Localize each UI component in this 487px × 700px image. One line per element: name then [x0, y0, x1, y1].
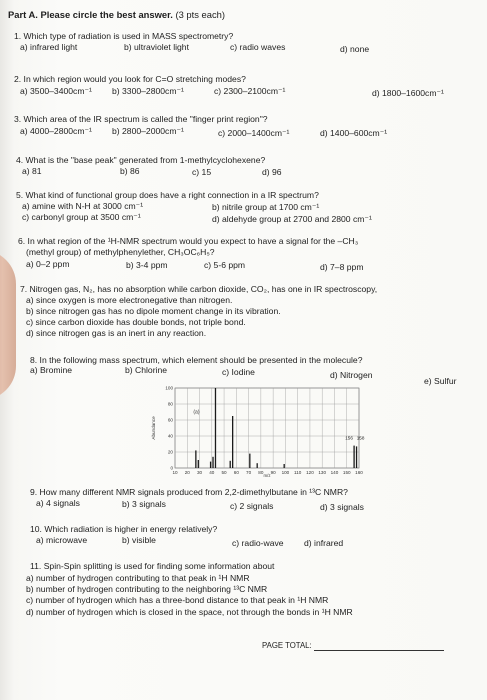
question-3: 3. Which area of the IR spectrum is called the "finger print region"? — [14, 114, 268, 124]
q6-option-b[interactable]: b) 3-4 ppm — [126, 260, 168, 270]
q9-option-b[interactable]: b) 3 signals — [122, 499, 166, 509]
question-6: 6. In what region of the ¹H-NMR spectrum would you expect to have a signal for the –CH₃ — [18, 236, 359, 246]
x-tick-label: 70 — [246, 470, 252, 475]
y-tick-label: 80 — [167, 401, 173, 407]
chart-annotation: (a) — [193, 409, 200, 416]
q4-option-d[interactable]: d) 96 — [262, 167, 282, 177]
x-tick-label: 100 — [281, 470, 290, 475]
q7-option-a[interactable]: a) since oxygen is more electronegative than nitrogen. — [26, 295, 233, 305]
question-7: 7. Nitrogen gas, N₂, has no absorption while carbon dioxide, CO₂, has one in IR spectroscopy, — [20, 284, 378, 294]
q6-option-c[interactable]: c) 5-6 ppm — [204, 260, 246, 270]
q10-option-a[interactable]: a) microwave — [36, 535, 88, 545]
q8-option-c[interactable]: c) Iodine — [222, 367, 255, 377]
q1-option-c[interactable]: c) radio waves — [230, 42, 286, 52]
q2-option-b[interactable]: b) 3300–2800cm⁻¹ — [112, 86, 184, 96]
q1-option-d[interactable]: d) none — [340, 44, 370, 54]
q8-option-b[interactable]: b) Chlorine — [125, 365, 168, 375]
q5-option-c[interactable]: c) carbonyl group at 3500 cm⁻¹ — [22, 212, 141, 222]
x-tick-label: 50 — [221, 470, 227, 475]
q8-option-a[interactable]: a) Bromine — [30, 365, 73, 375]
y-tick-label: 100 — [165, 385, 173, 391]
page-total-label: PAGE TOTAL: — [262, 641, 312, 650]
x-tick-label: 10 — [172, 470, 178, 475]
q2-option-d[interactable]: d) 1800–1600cm⁻¹ — [372, 88, 444, 98]
question-11: 11. Spin-Spin splitting is used for finding some information about — [30, 561, 275, 571]
x-tick-label: 120 — [306, 470, 314, 475]
q3-option-c[interactable]: c) 2000–1400cm⁻¹ — [218, 128, 290, 138]
q11-option-d[interactable]: d) number of hydrogen which is closed in the space, not through the bonds in ¹H NMR — [26, 607, 353, 617]
q5-option-d[interactable]: d) aldehyde group at 2700 and 2800 cm⁻¹ — [212, 214, 372, 224]
q6-option-d[interactable]: d) 7–8 ppm — [320, 262, 364, 272]
q11-option-c[interactable]: c) number of hydrogen which has a three-bond distance to that peak in ¹H NMR — [26, 595, 329, 605]
q3-option-a[interactable]: a) 4000–2800cm⁻¹ — [20, 126, 92, 136]
q3-option-b[interactable]: b) 2800–2000cm⁻¹ — [112, 126, 184, 136]
q4-option-c[interactable]: c) 15 — [192, 167, 212, 177]
q10-option-b[interactable]: b) visible — [122, 535, 156, 545]
q5-option-a[interactable]: a) amine with N-H at 3000 cm⁻¹ — [22, 201, 144, 211]
header-part: Part A. — [8, 9, 38, 20]
question-2: 2. In which region would you look for C=O stretching modes? — [14, 74, 246, 84]
q4-option-b[interactable]: b) 86 — [120, 166, 140, 176]
question-4: 4. What is the "base peak" generated from 1-methylcyclohexene? — [16, 155, 266, 165]
x-tick-label: 30 — [196, 470, 203, 475]
page-total-blank[interactable] — [314, 650, 444, 651]
question-9: 9. How many different NMR signals produced from 2,2-dimethylbutane in ¹³C NMR? — [30, 487, 348, 497]
y-tick-label: 60 — [167, 417, 173, 423]
x-tick-label: 20 — [184, 470, 190, 475]
peak-label: 158 — [356, 435, 365, 441]
q8-option-e[interactable]: e) Sulfur — [424, 376, 457, 386]
q1-option-a[interactable]: a) infrared light — [20, 42, 78, 52]
x-tick-label: 140 — [330, 470, 339, 475]
x-tick-label: 160 — [355, 470, 363, 475]
q9-option-c[interactable]: c) 2 signals — [230, 501, 274, 511]
question-1: 1. Which type of radiation is used in MASS spectrometry? — [14, 31, 234, 41]
q8-option-d[interactable]: d) Nitrogen — [330, 370, 373, 380]
x-tick-label: 60 — [233, 470, 239, 475]
q10-option-c[interactable]: c) radio-wave — [232, 538, 284, 548]
q9-option-d[interactable]: d) 3 signals — [320, 502, 364, 512]
question-8: 8. In the following mass spectrum, which element should be presented in the molecule? — [30, 355, 363, 365]
q7-option-b[interactable]: b) since nitrogen gas has no dipole moment change in its vibration. — [26, 306, 281, 316]
q7-option-d[interactable]: d) since nitrogen gas is an inert in any reaction. — [26, 328, 207, 338]
x-tick-label: 130 — [318, 470, 327, 475]
question-5: 5. What kind of functional group does have a right connection in a IR spectrum? — [16, 190, 319, 200]
y-axis-label: Abundance — [151, 416, 156, 440]
x-tick-label: 90 — [270, 470, 276, 475]
header — [8, 10, 225, 20]
x-tick-label: 80 — [258, 470, 264, 475]
mass-spectrum-chart — [145, 380, 365, 478]
question-10: 10. Which radiation is higher in energy relatively? — [30, 524, 218, 534]
q6-option-a[interactable]: a) 0–2 ppm — [26, 259, 70, 269]
q2-option-c[interactable]: c) 2300–2100cm⁻¹ — [214, 86, 286, 96]
plot-frame — [175, 388, 359, 468]
q7-option-c[interactable]: c) since carbon dioxide has double bonds, not triple bond. — [26, 317, 246, 327]
q2-option-a[interactable]: a) 3500–3400cm⁻¹ — [20, 86, 92, 96]
y-tick-label: 0 — [170, 465, 173, 471]
x-tick-label: 110 — [294, 470, 302, 475]
q11-option-b[interactable]: b) number of hydrogen contributing to the neighboring ¹³C NMR — [26, 584, 268, 594]
header-points: (3 pts each) — [175, 9, 225, 20]
header-instruction: Please circle the best answer. — [40, 9, 173, 20]
q1-option-b[interactable]: b) ultraviolet light — [124, 42, 189, 52]
x-axis-label: m/z — [263, 473, 271, 478]
peak-label: 156 — [345, 435, 353, 441]
q5-option-b[interactable]: b) nitrile group at 1700 cm⁻¹ — [212, 202, 320, 212]
x-tick-label: 40 — [209, 470, 215, 475]
q10-option-d[interactable]: d) infrared — [304, 538, 344, 548]
q11-option-a[interactable]: a) number of hydrogen contributing to that peak in ¹H NMR — [26, 573, 250, 583]
finger-thumb — [0, 250, 16, 400]
q4-option-a[interactable]: a) 81 — [22, 166, 42, 176]
q9-option-a[interactable]: a) 4 signals — [36, 498, 80, 508]
q3-option-d[interactable]: d) 1400–600cm⁻¹ — [320, 128, 388, 138]
y-tick-label: 20 — [167, 449, 173, 455]
question-6-cont: (methyl group) of methylphenylether, CH₃OC₆H₅? — [26, 247, 215, 257]
y-tick-label: 40 — [167, 433, 173, 439]
x-tick-label: 150 — [342, 470, 351, 475]
